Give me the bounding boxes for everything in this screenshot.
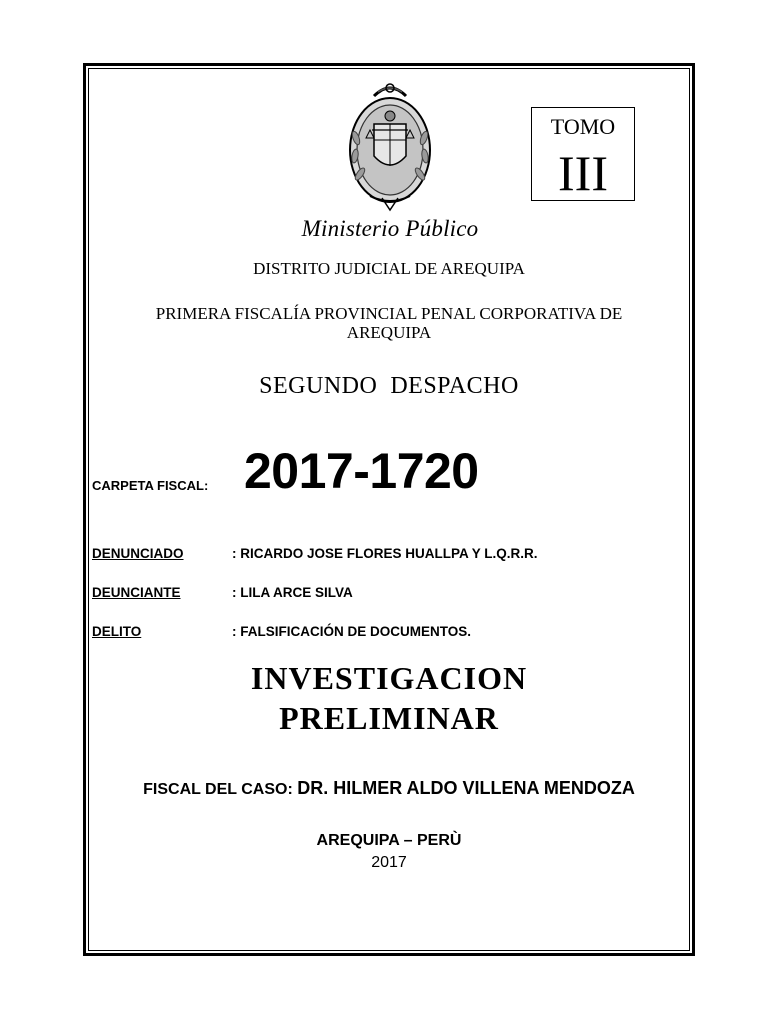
field-value: : LILA ARCE SILVA (232, 585, 353, 600)
year: 2017 (371, 854, 407, 871)
carpeta-label: CARPETA FISCAL: (92, 478, 209, 493)
district-heading: DISTRITO JUDICIAL DE AREQUIPA (253, 259, 525, 278)
office-heading-line2: AREQUIPA (346, 323, 432, 342)
fiscal-line (88, 778, 690, 799)
ministerio-publico-seal-icon (344, 78, 436, 212)
dispatch-heading (88, 373, 690, 400)
carpeta-number: 2017-1720 (244, 443, 479, 499)
field-value: : FALSIFICACIÓN DE DOCUMENTOS. (232, 624, 472, 639)
office-heading-line1: PRIMERA FISCALÍA PROVINCIAL PENAL CORPORATIVA DE (155, 304, 623, 323)
place: AREQUIPA – PERÙ (316, 832, 462, 849)
tomo-label: TOMO (550, 114, 616, 139)
field-value: : RICARDO JOSE FLORES HUALLPA Y L.Q.R.R. (232, 546, 538, 561)
field-key: DEUNCIANTE (92, 585, 181, 600)
document-title (88, 658, 690, 738)
fiscal-name: DR. HILMER ALDO VILLENA MENDOZA (297, 778, 635, 798)
office-heading (88, 304, 690, 342)
tomo-box (531, 107, 635, 201)
field-key: DENUNCIADO (92, 546, 184, 561)
fiscal-label: FISCAL DEL CASO: (143, 781, 298, 798)
tomo-number: III (558, 145, 608, 201)
field-key: DELITO (92, 624, 142, 639)
ministerio-publico-brand: Ministerio Público (301, 216, 479, 241)
dispatch-text: SEGUNDO DESPACHO (259, 373, 519, 399)
document-title-line1: INVESTIGACION (250, 660, 528, 696)
document-title-line2: PRELIMINAR (279, 700, 499, 736)
